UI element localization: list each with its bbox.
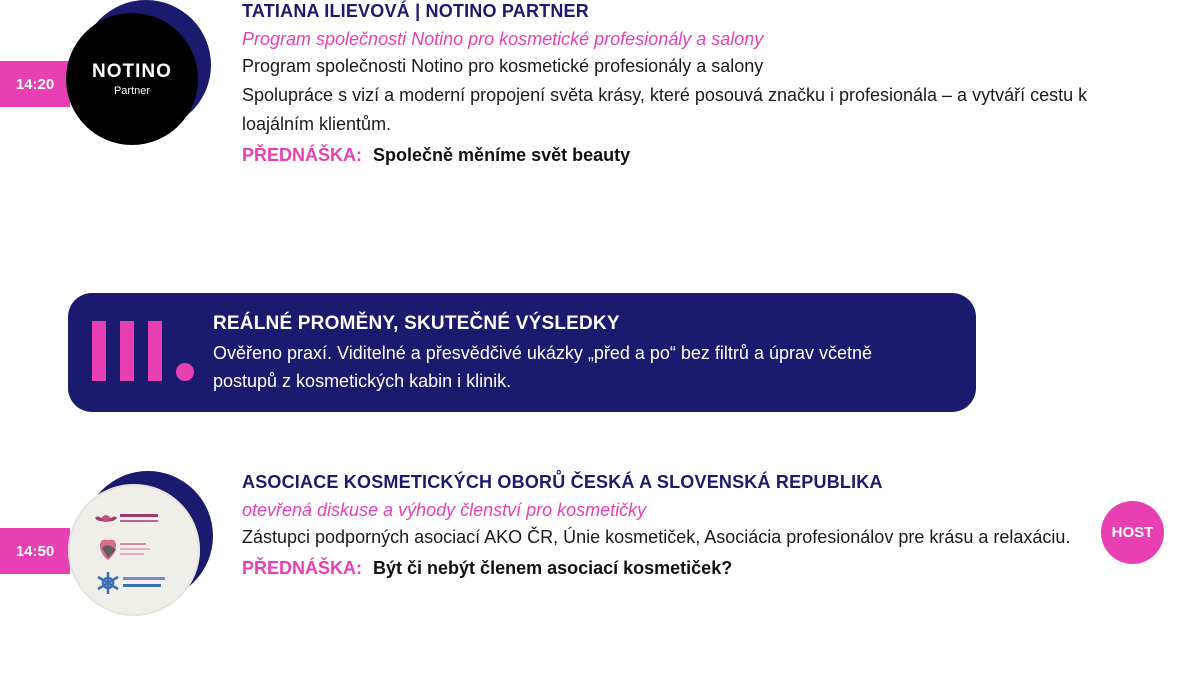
association-logos-graphic <box>68 484 200 616</box>
lecture <box>242 145 1142 166</box>
time-badge: 14:20 <box>0 61 70 107</box>
section-numeral <box>92 321 197 381</box>
session-block <box>242 1 1142 166</box>
host-badge: HOST <box>1101 501 1164 564</box>
lecture-label: PŘEDNÁŠKA: <box>242 145 363 165</box>
speaker-avatar <box>68 471 218 621</box>
notino-partner-logo <box>66 13 198 145</box>
section-banner <box>68 293 976 412</box>
section-text: Ověřeno praxí. Viditelné a přesvědčivé ukázky „před a po“ bez filtrů a úprav včetně postupů z kosmetických kabin i klinik. <box>213 343 873 391</box>
unie-kosmeticek-logo <box>95 514 158 522</box>
asociacia-logo <box>98 572 118 594</box>
session-block <box>242 472 1142 579</box>
logo-sub: Partner <box>113 85 151 97</box>
lecture-title: Být či nebýt členem asociací kosmetiček? <box>373 558 733 578</box>
numeral-bar <box>92 321 106 381</box>
lecture-title: Společně měníme svět beauty <box>373 145 631 165</box>
description-line: Program společnosti Notino pro kosmetické profesionály a salony <box>242 56 764 76</box>
numeral-dot <box>176 363 194 381</box>
speaker-avatar <box>66 0 216 150</box>
session-description: Zástupci podporných asociací AKO ČR, Únie kosmetiček, Asociácia profesionálov pre krásu a relaxáciu. <box>242 527 1071 547</box>
lecture <box>242 558 1142 579</box>
speaker-name: TATIANA ILIEVOVÁ | NOTINO PARTNER <box>242 1 589 21</box>
session-subtitle: Program společnosti Notino pro kosmetické profesionály a salony <box>242 29 764 49</box>
session-description <box>242 52 1142 139</box>
numeral-bar <box>148 321 162 381</box>
ako-logo <box>100 540 150 560</box>
time-badge: 14:50 <box>0 528 70 574</box>
session-subtitle: otevřená diskuse a výhody členství pro kosmetičky <box>242 500 647 520</box>
speaker-name: ASOCIACE KOSMETICKÝCH OBORŮ ČESKÁ A SLOVENSKÁ REPUBLIKA <box>242 472 883 492</box>
numeral-bar <box>120 321 134 381</box>
logo-brand: NOTINO <box>92 61 172 82</box>
description-line: Spolupráce s vizí a moderní propojení světa krásy, které posouvá značku i profesionála – a vytváří cestu k loajálním klientům. <box>242 85 1088 134</box>
lecture-label: PŘEDNÁŠKA: <box>242 558 363 578</box>
section-title: REÁLNÉ PROMĚNY, SKUTEČNÉ VÝSLEDKY <box>213 313 620 334</box>
associations-logo <box>68 484 200 616</box>
